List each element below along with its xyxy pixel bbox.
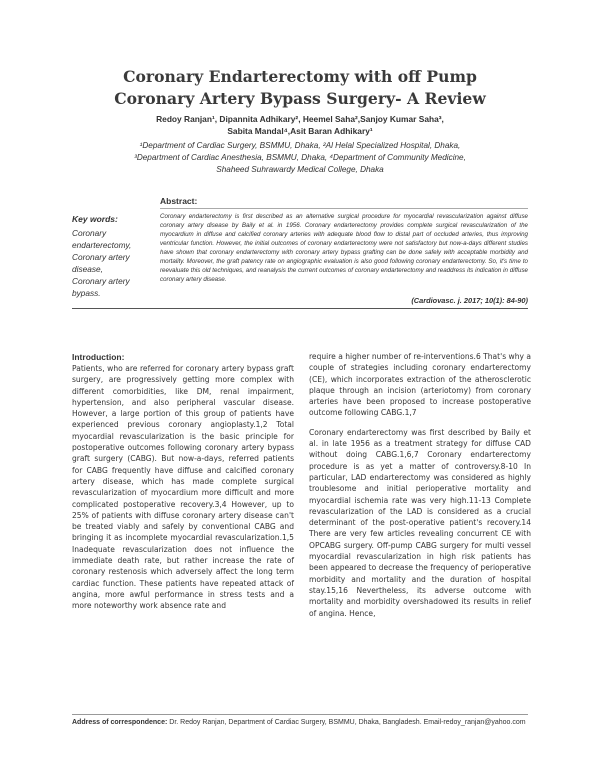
keyword-line: bypass.	[72, 288, 101, 298]
intro-paragraph-2: require a higher number of re-interventions.6 That's why a couple of strategies including coronary endarterectomy (CE), which incorporates extraction of the atherosclerotic plaque through an incision (arteriotomy) from coronary arteries have been proposed to increase postoperative outcome following CABG.1,7	[309, 352, 531, 418]
authors-line-2: Sabita Mandal⁴,Asit Baran Adhikary¹	[227, 126, 373, 136]
correspondence-text: Dr. Redoy Ranjan, Department of Cardiac Surgery, BSMMU, Dhaka, Bangladesh. Email-redoy_ranjan@yahoo.com	[167, 719, 526, 726]
keyword-line: Coronary artery	[72, 276, 130, 286]
journal-citation: (Cardiovasc. j. 2017; 10(1): 84-90)	[411, 296, 528, 305]
correspondence-label: Address of correspondence:	[72, 719, 168, 726]
keyword-line: endarterectomy,	[72, 240, 132, 250]
right-column	[309, 351, 531, 627]
keyword-line: Coronary	[72, 228, 107, 238]
affiliation-line-3: Shaheed Suhrawardy Medical College, Dhaka	[216, 165, 384, 174]
abstract-body: Coronary endarterectomy is first described as an alternative surgical procedure for myocardial revascularization against diffuse coronary artery disease by Baily et al. in 1956. Coronary endarterectomy provides complete surgical revascularization of the myocardium in diffuse and calcified coronary arteries with adequate blood flow to distal part of occluded arteries, thus improving ventricular function. However, the initial outcomes of coronary endarterectomy were not satisfactory but now-a-days different studies have shown that coronary endarterectomy with coronary artery bypass grafting can be done safely with acceptable morbidity and mortality. Moreover, the graft patency rate on angiographic evaluation is also good following coronary endarterectomy. So, it's time to reevaluate this old techniques, and reanalysis the current outcomes of coronary endarterectomy and readdress its indication in diffuse coronary artery disease.	[160, 213, 528, 284]
authors-line-1: Redoy Ranjan¹, Dipannita Adhikary², Heemel Saha²,Sanjoy Kumar Saha³,	[156, 114, 444, 124]
keywords-heading: Key words:	[72, 214, 118, 224]
affiliation-line-2: ³Department of Cardiac Anesthesia, BSMMU, Dhaka, ⁴Department of Community Medicine,	[134, 153, 466, 162]
abstract-heading: Abstract:	[160, 196, 198, 206]
keyword-line: disease,	[72, 264, 103, 274]
intro-paragraph-3: Coronary endarterectomy was first described by Baily et al. in late 1956 as a treatment strategy for diffuse CAD without doing CABG.1,6,7 Coronary endarterectomy procedure is as yet a matter of controversy.8-10 In particular, LAD endarterectomy was considered as highly troublesome and initial perioperative mortality and myocardial ischemia rate was very high.11-13 Complete revascularization of the LAD is considered as a crucial determinant of the post-operative patient's recovery.14 There are very few articles revealing concurrent CE with OPCABG surgery. Off-pump CABG surgery for multi vessel myocardial revascularization in high risk patients has been appeared to decrease the frequency of perioperative morbidity and mortality and the duration of hospital stay.15,16 Nevertheless, its adverse outcome with mortality and morbidity overshadowed its results in relief of angina. Hence,	[309, 427, 531, 618]
affiliation-line-1: ¹Department of Cardiac Surgery, BSMMU, Dhaka, ²Al Helal Specialized Hospital, Dhaka,	[139, 141, 461, 150]
correspondence-footnote	[72, 718, 528, 728]
intro-paragraph-1: Patients, who are referred for coronary artery bypass graft surgery, are progressively getting more complex with different comorbidities, like DM, renal impairment, hypertension, and also peripheral vascular disease. However, a large portion of this group of patients have experienced previous coronary angioplasty.1,2 Total myocardial revascularization is the basic principle for postoperative outcomes following coronary artery bypass graft surgery (CABG). But now-a-days, referred patients for CABG frequently have diffuse and calcified coronary artery disease, which has made complete surgical revascularization of myocardium more difficult and more complicated postoperative recovery.3,4 However, up to 25% of patients with diffuse coronary artery disease can't be treated viably and safely by conventional CABG and bringing it as incomplete myocardial revascularization.1,5 Inadequate revascularization does not influence the immediate death rate, but rather increase the rate of coronary restenosis which adversely affect the long term cardiac function. These patients have repeated attack of angina, more awful performance in stress tests and a more noteworthy work absence rate and	[72, 364, 294, 611]
abstract-divider	[160, 208, 528, 209]
keyword-line: Coronary artery	[72, 252, 130, 262]
paper-title-line-2: Coronary Artery Bypass Surgery- A Review	[114, 89, 486, 108]
abstract-bottom-rule	[72, 308, 528, 309]
introduction-heading: Introduction:	[72, 352, 125, 362]
keywords-list	[72, 227, 154, 299]
left-column	[72, 363, 294, 620]
footnote-rule	[72, 714, 528, 715]
paper-title-line-1: Coronary Endarterectomy with off Pump	[123, 67, 477, 86]
